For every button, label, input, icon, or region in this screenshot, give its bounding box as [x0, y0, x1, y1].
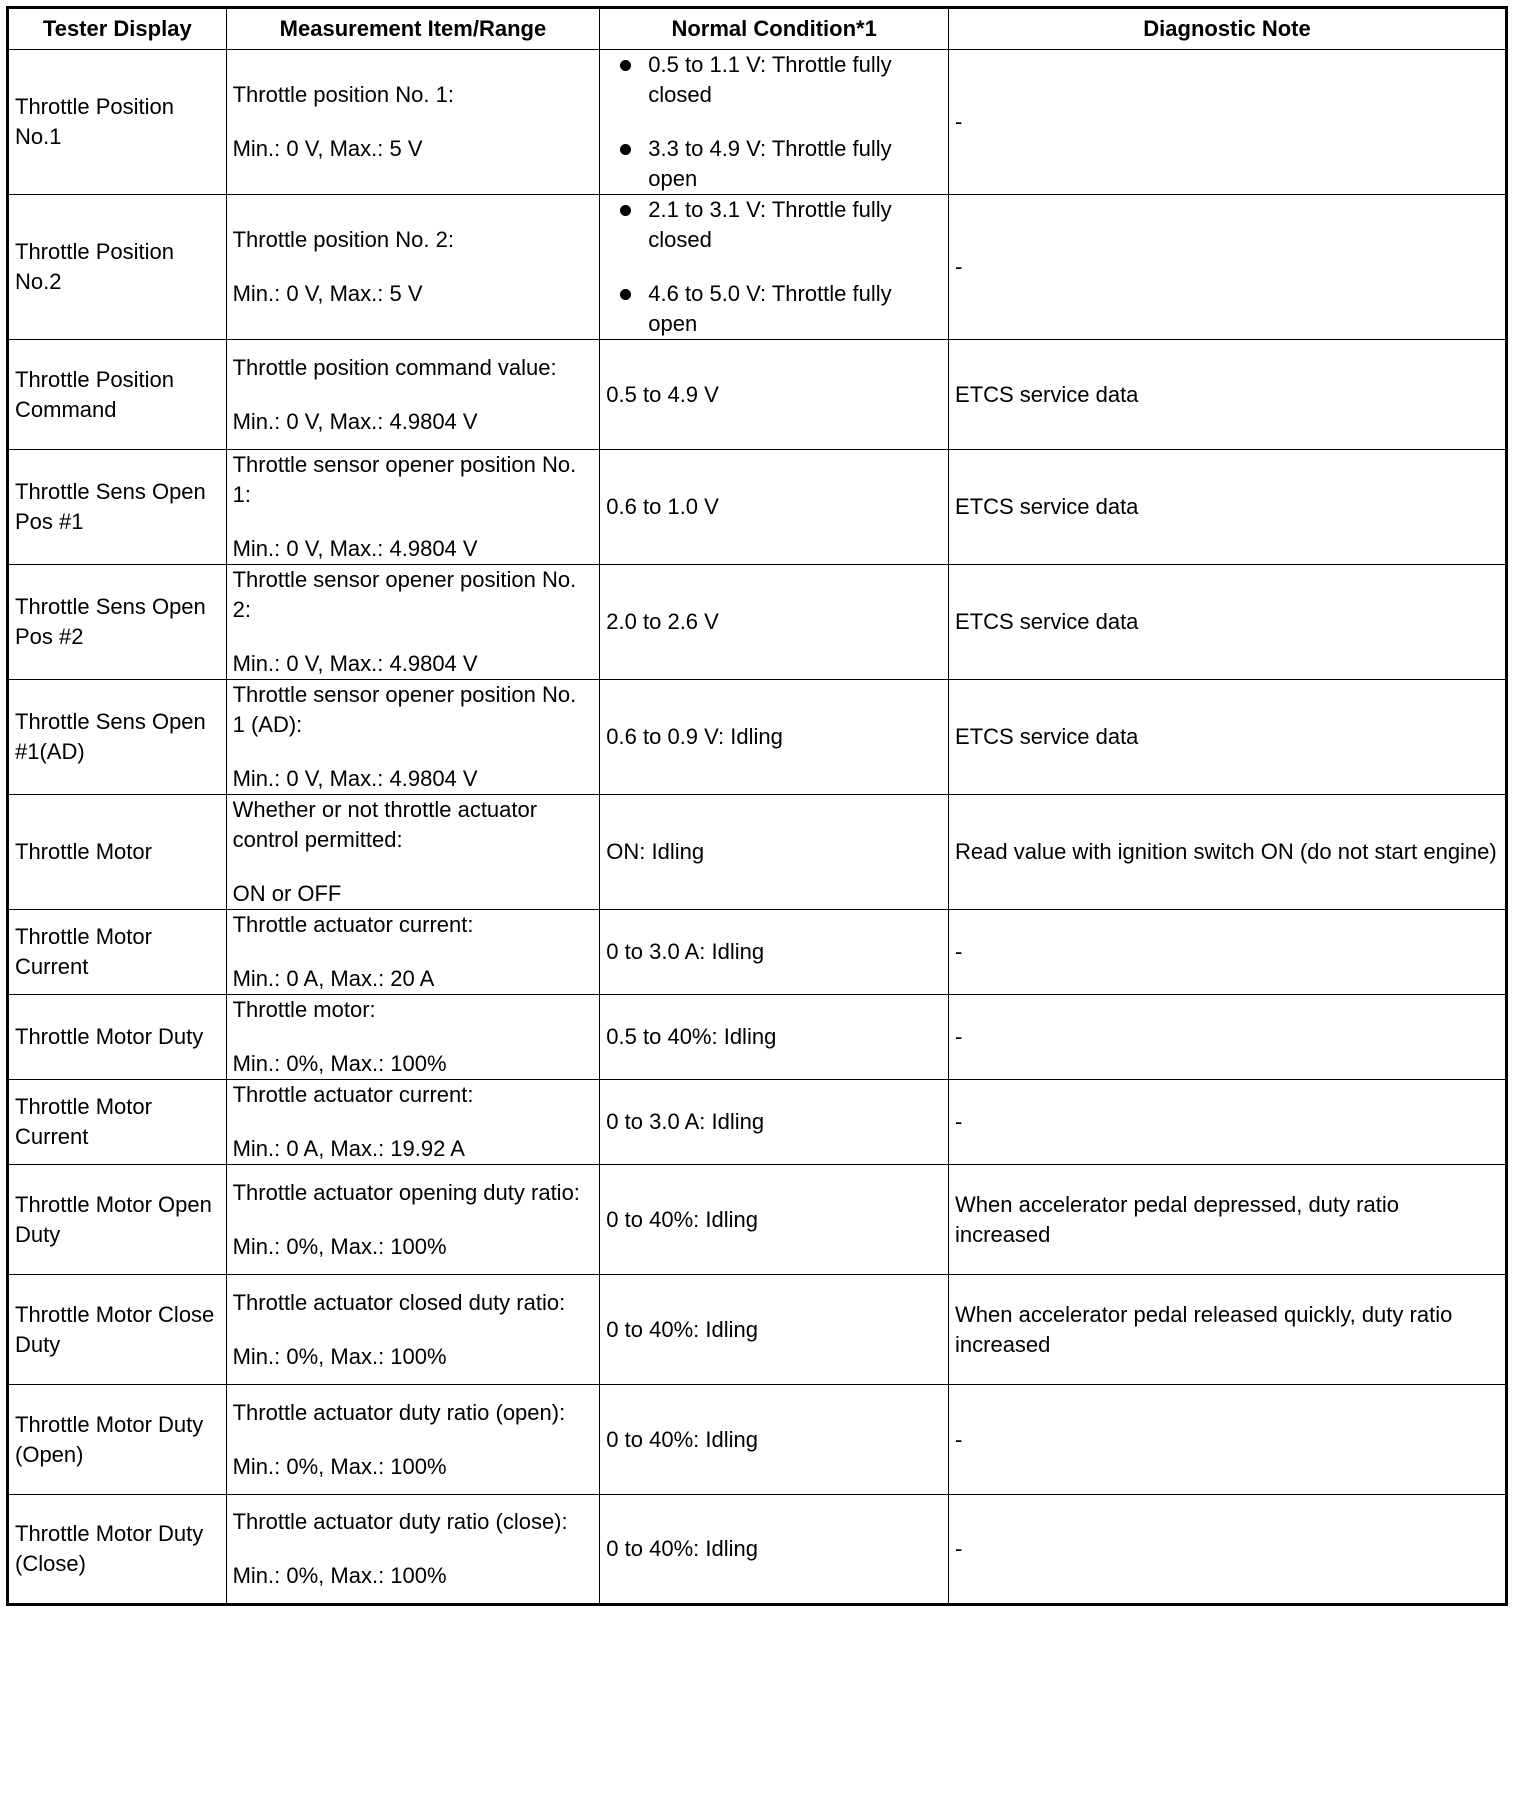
table-row	[8, 795, 1507, 910]
measurement-label: Throttle actuator duty ratio (open):	[232, 1399, 566, 1425]
measurement-cell	[226, 450, 600, 565]
measurement-label: Throttle actuator closed duty ratio:	[232, 1289, 566, 1315]
tester-display-text: Throttle Position Command	[15, 366, 174, 422]
diagnostic-note-text: ETCS service data	[955, 381, 1139, 407]
diagnostic-note-text: Read value with ignition switch ON (do not start engine)	[955, 839, 1497, 864]
measurement-cell	[226, 1385, 600, 1495]
normal-condition-item: 0.5 to 1.1 V: Throttle fully closed	[606, 50, 942, 110]
normal-condition-text: ON: Idling	[606, 839, 705, 864]
normal-condition-cell	[600, 1385, 949, 1495]
normal-condition-cell	[600, 1080, 949, 1165]
measurement-label: Throttle position No. 1:	[232, 82, 454, 107]
tester-display-cell	[8, 1275, 227, 1385]
tester-display-cell	[8, 340, 227, 450]
table-row	[8, 1275, 1507, 1385]
table-row	[8, 1495, 1507, 1605]
table-row	[8, 680, 1507, 795]
normal-condition-item: 2.1 to 3.1 V: Throttle fully closed	[606, 195, 942, 255]
normal-condition-text: 0.6 to 0.9 V: Idling	[606, 724, 783, 749]
diagnostic-note-text: When accelerator pedal depressed, duty ratio increased	[955, 1191, 1399, 1247]
measurement-range: Min.: 0 A, Max.: 19.92 A	[232, 1136, 465, 1161]
measurement-range: Min.: 0%, Max.: 100%	[232, 1233, 447, 1259]
measurement-cell	[226, 1080, 600, 1165]
diagnostic-note-text: ETCS service data	[955, 494, 1139, 519]
diagnostic-note-text: -	[955, 1109, 963, 1134]
normal-condition-text: 2.0 to 2.6 V	[606, 609, 719, 634]
normal-condition-item: 4.6 to 5.0 V: Throttle fully open	[606, 279, 942, 339]
normal-condition-text: 0 to 40%: Idling	[606, 1206, 758, 1232]
table-row	[8, 1080, 1507, 1165]
diagnostic-note-cell	[949, 340, 1507, 450]
measurement-cell	[226, 565, 600, 680]
normal-condition-list	[606, 195, 942, 339]
diagnostic-note-text: When accelerator pedal released quickly, duty ratio increased	[955, 1301, 1453, 1357]
normal-condition-text: 0 to 3.0 A: Idling	[606, 1109, 765, 1134]
tester-display-cell	[8, 50, 227, 195]
measurement-label: Throttle actuator opening duty ratio:	[232, 1179, 580, 1205]
normal-condition-cell	[600, 910, 949, 995]
normal-condition-cell	[600, 995, 949, 1080]
measurement-label: Throttle sensor opener position No. 1:	[232, 452, 577, 507]
header-row	[8, 8, 1507, 50]
diagnostic-note-text: -	[955, 1536, 963, 1561]
data-list-table	[6, 6, 1508, 1606]
tester-display-cell	[8, 450, 227, 565]
measurement-range: Min.: 0 V, Max.: 4.9804 V	[232, 536, 478, 561]
diagnostic-note-cell	[949, 450, 1507, 565]
measurement-cell	[226, 995, 600, 1080]
measurement-range: Min.: 0 V, Max.: 5 V	[232, 281, 423, 306]
measurement-cell	[226, 1165, 600, 1275]
table-row	[8, 565, 1507, 680]
measurement-label: Throttle position No. 2:	[232, 227, 454, 252]
normal-condition-list	[606, 50, 942, 194]
normal-condition-text: 0 to 40%: Idling	[606, 1536, 758, 1561]
table-row	[8, 1165, 1507, 1275]
table-row	[8, 340, 1507, 450]
normal-condition-cell	[600, 1165, 949, 1275]
measurement-cell	[226, 680, 600, 795]
tester-display-text: Throttle Position No.2	[15, 239, 174, 294]
tester-display-text: Throttle Motor Duty (Close)	[15, 1521, 204, 1576]
measurement-label: Throttle sensor opener position No. 1 (AD):	[232, 682, 577, 737]
measurement-range: Min.: 0 A, Max.: 20 A	[232, 966, 435, 991]
tester-display-cell	[8, 1385, 227, 1495]
diagnostic-note-cell	[949, 1165, 1507, 1275]
diagnostic-note-cell	[949, 910, 1507, 995]
measurement-label: Throttle motor:	[232, 997, 376, 1022]
table-row	[8, 195, 1507, 340]
diagnostic-note-text: -	[955, 1024, 963, 1049]
diagnostic-note-text: -	[955, 1426, 963, 1452]
measurement-label: Throttle position command value:	[232, 354, 557, 380]
measurement-label: Throttle actuator duty ratio (close):	[232, 1509, 568, 1534]
measurement-range: Min.: 0%, Max.: 100%	[232, 1343, 447, 1369]
measurement-cell	[226, 910, 600, 995]
header-measurement: Measurement Item/Range	[226, 8, 600, 50]
table-row	[8, 995, 1507, 1080]
tester-display-cell	[8, 1165, 227, 1275]
diagnostic-note-cell	[949, 995, 1507, 1080]
diagnostic-note-cell	[949, 50, 1507, 195]
normal-condition-cell	[600, 680, 949, 795]
diagnostic-note-cell	[949, 1080, 1507, 1165]
tester-display-cell	[8, 1495, 227, 1605]
header-normal-condition: Normal Condition*1	[600, 8, 949, 50]
diagnostic-note-text: -	[955, 939, 963, 964]
tester-display-cell	[8, 565, 227, 680]
diagnostic-note-cell	[949, 795, 1507, 910]
measurement-range: Min.: 0 V, Max.: 4.9804 V	[232, 766, 478, 791]
normal-condition-text: 0.5 to 4.9 V	[606, 381, 719, 407]
tester-display-text: Throttle Sens Open Pos #1	[15, 479, 206, 534]
diagnostic-note-text: -	[955, 254, 963, 279]
normal-condition-cell	[600, 450, 949, 565]
header-tester-display: Tester Display	[8, 8, 227, 50]
table-row	[8, 450, 1507, 565]
measurement-cell	[226, 340, 600, 450]
measurement-cell	[226, 195, 600, 340]
diagnostic-note-text: ETCS service data	[955, 609, 1139, 634]
tester-display-text: Throttle Motor Current	[15, 924, 152, 979]
normal-condition-text: 0.5 to 40%: Idling	[606, 1024, 777, 1049]
diagnostic-note-text: -	[955, 109, 963, 134]
tester-display-text: Throttle Position No.1	[15, 94, 174, 149]
table-row	[8, 50, 1507, 195]
tester-display-text: Throttle Motor	[15, 839, 152, 864]
tester-display-text: Throttle Sens Open Pos #2	[15, 594, 206, 649]
diagnostic-note-cell	[949, 1275, 1507, 1385]
table-row	[8, 910, 1507, 995]
measurement-range: Min.: 0 V, Max.: 4.9804 V	[232, 651, 478, 676]
measurement-label: Throttle sensor opener position No. 2:	[232, 567, 577, 622]
normal-condition-item: 3.3 to 4.9 V: Throttle fully open	[606, 134, 942, 194]
measurement-cell	[226, 50, 600, 195]
normal-condition-cell	[600, 565, 949, 680]
measurement-cell	[226, 795, 600, 910]
measurement-label: Throttle actuator current:	[232, 912, 474, 937]
normal-condition-text: 0 to 3.0 A: Idling	[606, 939, 765, 964]
tester-display-cell	[8, 680, 227, 795]
tester-display-cell	[8, 910, 227, 995]
normal-condition-cell	[600, 50, 949, 195]
diagnostic-note-cell	[949, 565, 1507, 680]
measurement-label: Whether or not throttle actuator control permitted:	[232, 797, 538, 852]
normal-condition-cell	[600, 1275, 949, 1385]
measurement-range: Min.: 0%, Max.: 100%	[232, 1563, 447, 1588]
normal-condition-text: 0 to 40%: Idling	[606, 1426, 758, 1452]
tester-display-text: Throttle Motor Duty	[15, 1024, 204, 1049]
normal-condition-cell	[600, 195, 949, 340]
tester-display-text: Throttle Motor Close Duty	[15, 1301, 215, 1357]
diagnostic-note-cell	[949, 195, 1507, 340]
measurement-range: Min.: 0%, Max.: 100%	[232, 1051, 447, 1076]
tester-display-cell	[8, 795, 227, 910]
tester-display-cell	[8, 1080, 227, 1165]
measurement-range: Min.: 0 V, Max.: 4.9804 V	[232, 408, 478, 434]
diagnostic-note-cell	[949, 1385, 1507, 1495]
table-row	[8, 1385, 1507, 1495]
normal-condition-text: 0 to 40%: Idling	[606, 1316, 758, 1342]
tester-display-text: Throttle Motor Open Duty	[15, 1191, 212, 1247]
measurement-range: Min.: 0%, Max.: 100%	[232, 1453, 447, 1479]
measurement-range: ON or OFF	[232, 881, 342, 906]
normal-condition-cell	[600, 795, 949, 910]
measurement-cell	[226, 1495, 600, 1605]
measurement-range: Min.: 0 V, Max.: 5 V	[232, 136, 423, 161]
table-body	[8, 50, 1507, 1605]
normal-condition-cell	[600, 340, 949, 450]
header-diagnostic-note: Diagnostic Note	[949, 8, 1507, 50]
tester-display-text: Throttle Motor Duty (Open)	[15, 1411, 204, 1467]
tester-display-text: Throttle Motor Current	[15, 1094, 152, 1149]
diagnostic-note-cell	[949, 680, 1507, 795]
diagnostic-note-text: ETCS service data	[955, 724, 1139, 749]
normal-condition-text: 0.6 to 1.0 V	[606, 494, 719, 519]
normal-condition-cell	[600, 1495, 949, 1605]
diagnostic-note-cell	[949, 1495, 1507, 1605]
tester-display-cell	[8, 195, 227, 340]
measurement-label: Throttle actuator current:	[232, 1082, 474, 1107]
tester-display-text: Throttle Sens Open #1(AD)	[15, 709, 206, 764]
tester-display-cell	[8, 995, 227, 1080]
measurement-cell	[226, 1275, 600, 1385]
